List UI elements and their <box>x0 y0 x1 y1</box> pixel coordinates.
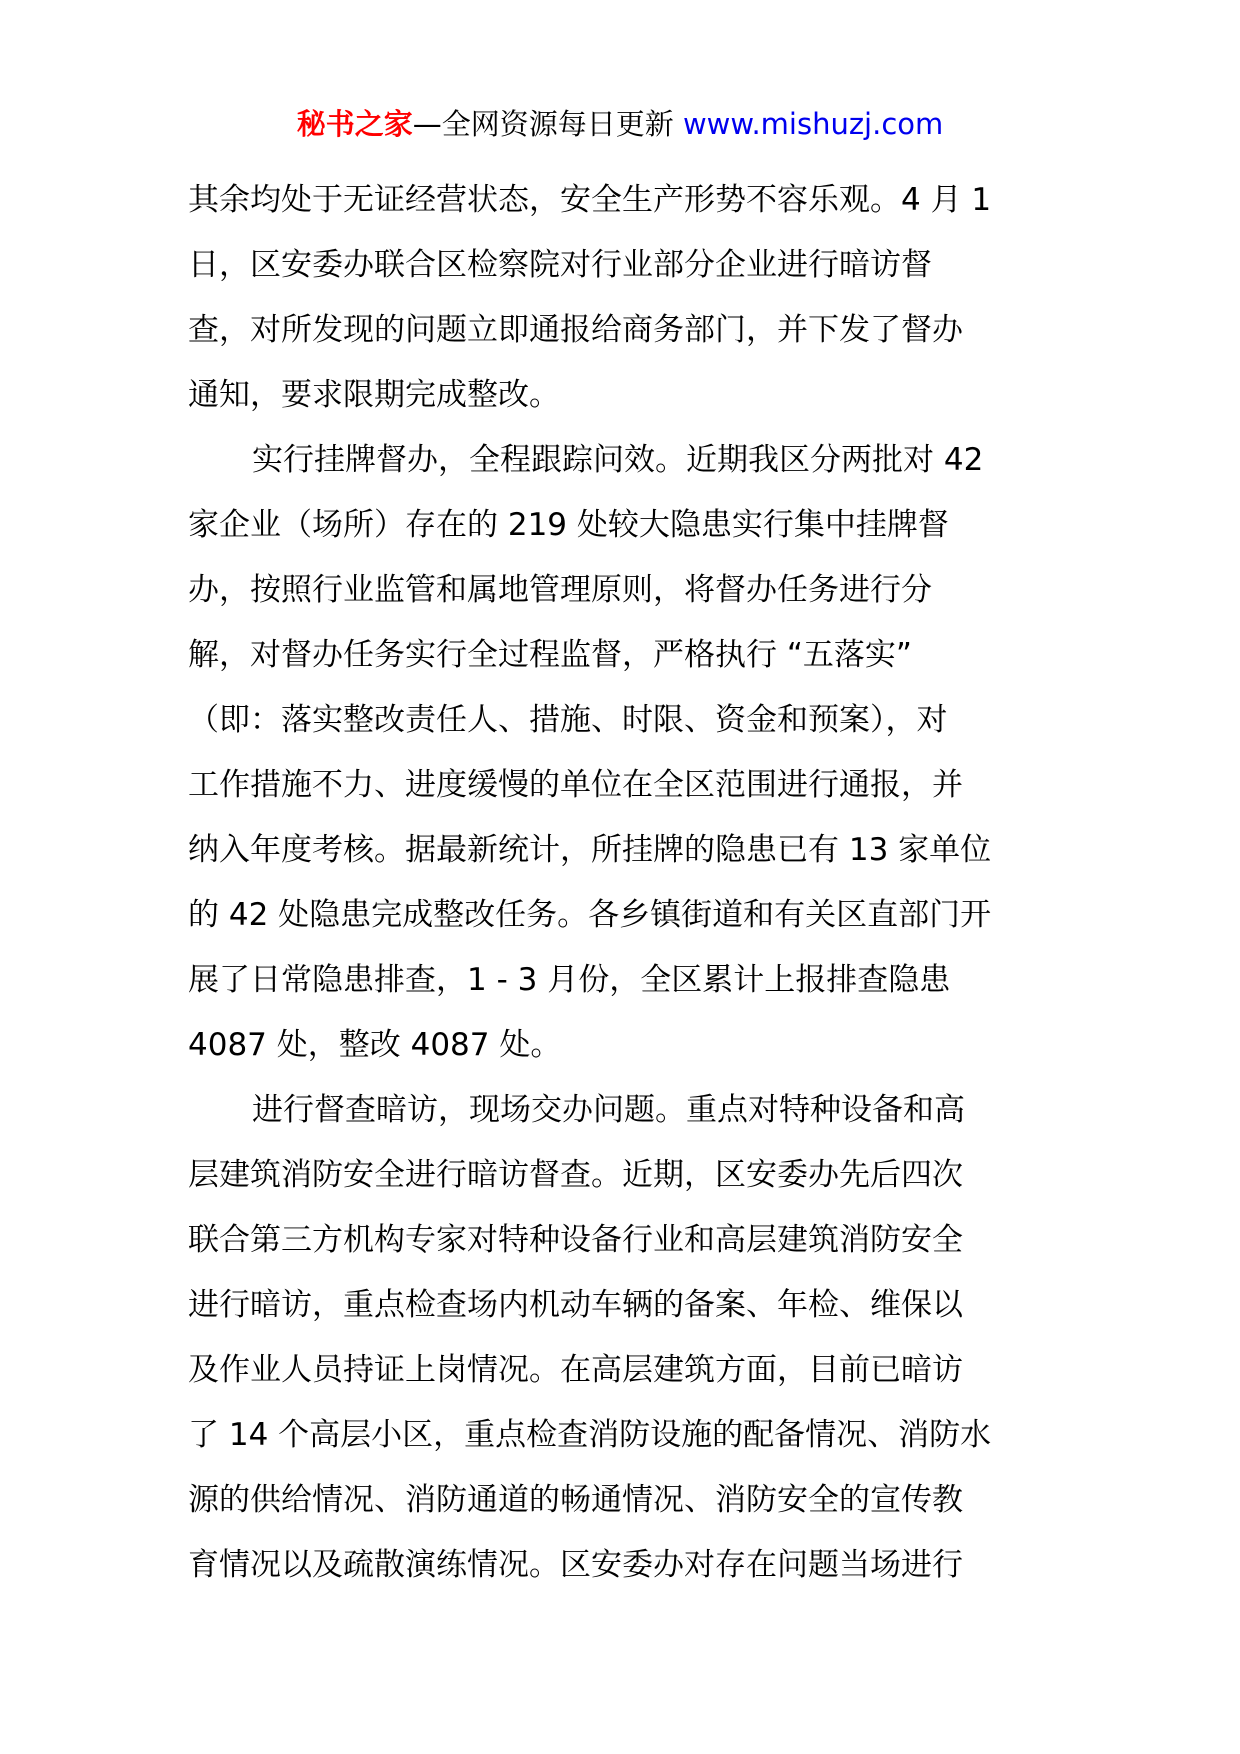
text-line: 层建筑消防安全进行暗访督查。近期，区安委办先后四次 <box>188 1157 963 1193</box>
text-line: 查，对所发现的问题立即通报给商务部门，并下发了督办 <box>188 312 963 348</box>
text-line: 展了日常隐患排查，1 - 3 月份，全区累计上报排查隐患 <box>188 962 951 998</box>
document-body <box>188 168 1050 1598</box>
site-header <box>0 104 1240 144</box>
text-line: （即：落实整改责任人、措施、时限、资金和预案），对 <box>188 702 948 738</box>
text-line: 进行暗访，重点检查场内机动车辆的备案、年检、维保以 <box>188 1287 963 1323</box>
site-url-link[interactable]: www.mishuzj.com <box>682 107 944 141</box>
site-tagline: —全网资源每日更新 <box>412 107 683 141</box>
text-line: 工作措施不力、进度缓慢的单位在全区范围进行通报，并 <box>188 767 963 803</box>
site-brand: 秘书之家 <box>296 107 413 141</box>
paragraph-start-line: 进行督查暗访，现场交办问题。重点对特种设备和高 <box>252 1092 965 1128</box>
text-line: 通知，要求限期完成整改。 <box>188 377 560 413</box>
paragraph-start-line: 实行挂牌督办，全程跟踪问效。近期我区分两批对 42 <box>252 442 984 478</box>
text-line: 4087 处，整改 4087 处。 <box>188 1027 562 1063</box>
text-line: 的 42 处隐患完成整改任务。各乡镇街道和有关区直部门开 <box>188 897 992 933</box>
text-line: 办，按照行业监管和属地管理原则，将督办任务进行分 <box>188 572 932 608</box>
text-line: 联合第三方机构专家对特种设备行业和高层建筑消防安全 <box>188 1222 963 1258</box>
text-line: 日，区安委办联合区检察院对行业部分企业进行暗访督 <box>188 247 932 283</box>
text-line: 了 14 个高层小区，重点检查消防设施的配备情况、消防水 <box>188 1417 992 1453</box>
text-line: 及作业人员持证上岗情况。在高层建筑方面，目前已暗访 <box>188 1352 963 1388</box>
text-line: 家企业（场所）存在的 219 处较大隐患实行集中挂牌督 <box>188 507 949 543</box>
text-line: 解，对督办任务实行全过程监督，严格执行 “五落实” <box>188 637 912 673</box>
text-line: 其余均处于无证经营状态，安全生产形势不容乐观。4 月 1 <box>188 182 992 218</box>
text-line: 育情况以及疏散演练情况。区安委办对存在问题当场进行 <box>188 1547 963 1583</box>
text-line: 源的供给情况、消防通道的畅通情况、消防安全的宣传教 <box>188 1482 963 1518</box>
text-line: 纳入年度考核。据最新统计，所挂牌的隐患已有 13 家单位 <box>188 832 992 868</box>
